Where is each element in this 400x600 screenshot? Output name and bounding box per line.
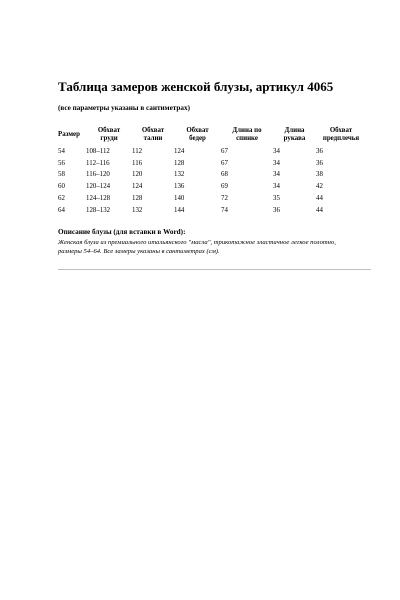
cell-hips: 128 bbox=[174, 159, 185, 167]
cell-hips: 132 bbox=[174, 171, 185, 179]
size-table-header bbox=[58, 124, 366, 146]
cell-back-length: 67 bbox=[221, 147, 228, 155]
cell-waist: 112 bbox=[132, 147, 143, 155]
column-header-forearm: Обхват предплечья bbox=[322, 127, 360, 142]
cell-sleeve-length: 34 bbox=[273, 147, 280, 155]
cell-chest: 128–132 bbox=[86, 206, 111, 214]
document-title: Таблица замеров женской блузы, артикул 4065 bbox=[58, 79, 334, 94]
cell-forearm: 36 bbox=[316, 159, 323, 167]
cell-forearm: 44 bbox=[316, 206, 323, 214]
table-header-row bbox=[58, 124, 366, 146]
cell-size: 54 bbox=[58, 147, 65, 155]
cell-forearm: 36 bbox=[316, 147, 323, 155]
cell-forearm: 42 bbox=[316, 183, 323, 191]
cell-size: 62 bbox=[58, 195, 65, 203]
cell-sleeve-length: 34 bbox=[273, 159, 280, 167]
cell-waist: 116 bbox=[132, 159, 143, 167]
table-row bbox=[58, 205, 366, 217]
cell-sleeve-length: 36 bbox=[273, 206, 280, 214]
cell-chest: 108–112 bbox=[86, 147, 110, 155]
document-subtitle: (все параметры указаны в сантиметрах) bbox=[58, 104, 190, 112]
cell-hips: 124 bbox=[174, 147, 185, 155]
cell-sleeve-length: 34 bbox=[273, 183, 280, 191]
cell-waist: 128 bbox=[132, 195, 143, 203]
cell-back-length: 74 bbox=[221, 206, 228, 214]
column-header-back-length: Длина по спинке bbox=[232, 127, 262, 142]
cell-back-length: 67 bbox=[221, 159, 228, 167]
cell-size: 58 bbox=[58, 171, 65, 179]
column-header-size: Размер bbox=[58, 131, 80, 138]
cell-size: 60 bbox=[58, 183, 65, 191]
cell-forearm: 38 bbox=[316, 171, 323, 179]
cell-chest: 116–120 bbox=[86, 171, 110, 179]
cell-chest: 112–116 bbox=[86, 159, 110, 167]
cell-waist: 120 bbox=[132, 171, 143, 179]
column-header-waist: Обхват талии bbox=[141, 127, 165, 142]
cell-back-length: 72 bbox=[221, 195, 228, 203]
cell-waist: 132 bbox=[132, 206, 143, 214]
description-heading: Описание блузы (для вставки в Word): bbox=[58, 228, 186, 236]
column-header-hips: Обхват бедер bbox=[186, 127, 209, 142]
cell-hips: 136 bbox=[174, 183, 185, 191]
cell-back-length: 69 bbox=[221, 183, 228, 191]
size-table bbox=[58, 124, 366, 217]
table-row bbox=[58, 158, 366, 170]
cell-sleeve-length: 35 bbox=[273, 195, 280, 203]
cell-back-length: 68 bbox=[221, 171, 228, 179]
cell-size: 56 bbox=[58, 159, 65, 167]
description-text: Женская блуза из премиального итальянского "масла", трикотажное эластичное легкое полотно, размеры 54–64. Все замеры указаны в сантиметрах (см). bbox=[58, 239, 336, 255]
horizontal-divider bbox=[58, 269, 371, 270]
table-row bbox=[58, 193, 366, 205]
column-header-sleeve-length: Длина рукава bbox=[283, 127, 306, 142]
table-row bbox=[58, 170, 366, 182]
cell-hips: 144 bbox=[174, 206, 185, 214]
cell-forearm: 44 bbox=[316, 195, 323, 203]
cell-size: 64 bbox=[58, 206, 65, 214]
column-header-chest: Обхват груди bbox=[97, 127, 121, 142]
cell-waist: 124 bbox=[132, 183, 143, 191]
size-table-body bbox=[58, 146, 366, 217]
cell-chest: 120–124 bbox=[86, 183, 111, 191]
cell-sleeve-length: 34 bbox=[273, 171, 280, 179]
table-row bbox=[58, 181, 366, 193]
cell-chest: 124–128 bbox=[86, 195, 111, 203]
cell-hips: 140 bbox=[174, 195, 185, 203]
table-row bbox=[58, 146, 366, 158]
